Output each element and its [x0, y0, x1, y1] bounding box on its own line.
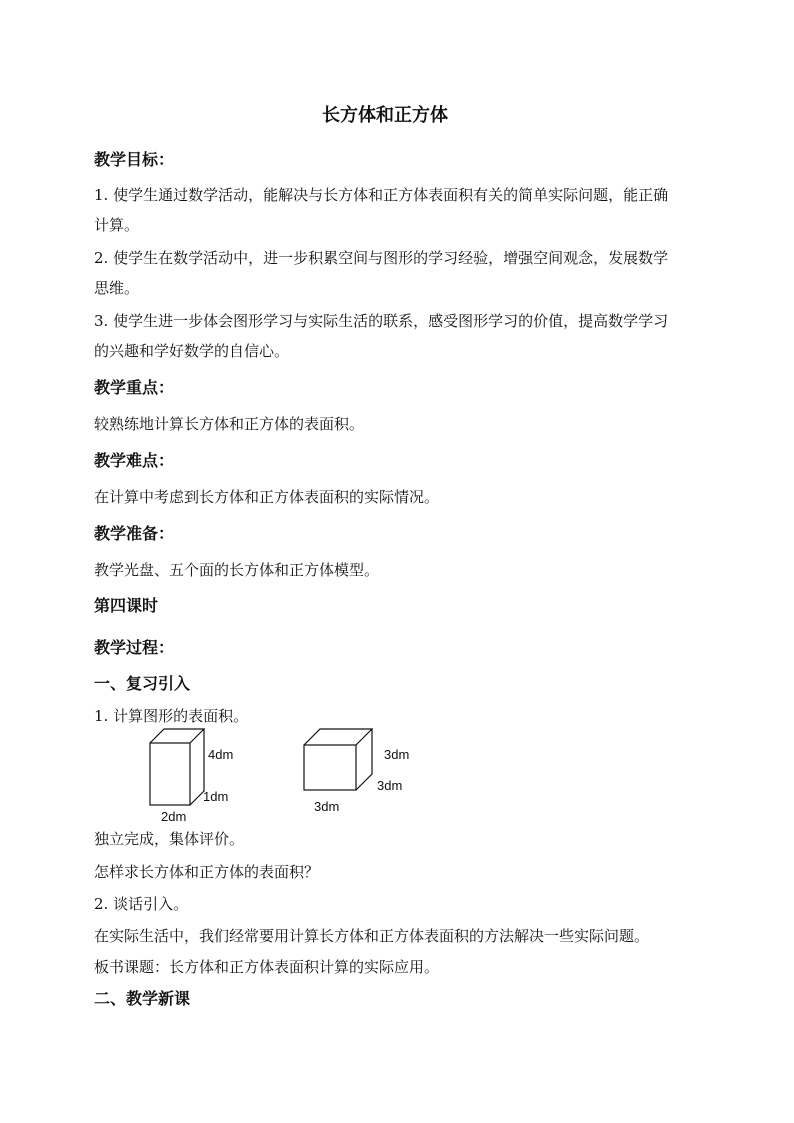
- page-title: 长方体和正方体: [322, 105, 448, 126]
- cube-height-label: 3dm: [384, 747, 410, 762]
- cuboid-width-label: 1dm: [203, 789, 229, 804]
- goal-2-line-1: 2. 使学生在数学活动中，进一步积累空间与图形的学习经验，增强空间观念，发展数学: [94, 249, 669, 267]
- key-point-text: 较熟练地计算长方体和正方体的表面积。: [94, 415, 365, 433]
- section-1-heading: 一、复习引入: [94, 674, 191, 693]
- goal-1-line-2: 计算。: [94, 216, 140, 234]
- goal-2-line-2: 思维。: [94, 279, 140, 297]
- cube-width-label: 3dm: [377, 778, 403, 793]
- process-heading: 教学过程：: [94, 638, 175, 657]
- cube-length-label: 3dm: [314, 799, 340, 814]
- difficulty-text: 在计算中考虑到长方体和正方体表面积的实际情况。: [94, 488, 440, 506]
- goals-heading: 教学目标：: [94, 150, 175, 169]
- intro-paragraph: 在实际生活中，我们经常要用计算长方体和正方体表面积的方法解决一些实际问题。: [94, 927, 650, 945]
- cube-figure: [300, 725, 380, 795]
- goal-3-line-2: 的兴趣和学好数学的自信心。: [94, 342, 290, 360]
- step-1-text: 1. 计算图形的表面积。: [94, 707, 249, 725]
- section-2-heading: 二、教学新课: [94, 989, 191, 1008]
- goal-1-line-1: 1. 使学生通过数学活动，能解决与长方体和正方体表面积有关的简单实际问题，能正确: [94, 186, 669, 204]
- cuboid-length-label: 2dm: [161, 809, 187, 824]
- goal-3-line-1: 3. 使学生进一步体会图形学习与实际生活的联系，感受图形学习的价值，提高数学学习: [94, 312, 669, 330]
- lesson-label: 第四课时: [94, 596, 159, 615]
- after-figure-text-2: 怎样求长方体和正方体的表面积？: [94, 863, 320, 881]
- board-title-text: 板书课题：长方体和正方体表面积计算的实际应用。: [94, 958, 440, 976]
- preparation-heading: 教学准备：: [94, 524, 175, 543]
- difficulty-heading: 教学难点：: [94, 451, 175, 470]
- key-point-heading: 教学重点：: [94, 378, 175, 397]
- after-figure-text-1: 独立完成，集体评价。: [94, 830, 245, 848]
- cuboid-height-label: 4dm: [208, 747, 234, 762]
- preparation-text: 教学光盘、五个面的长方体和正方体模型。: [94, 561, 380, 579]
- step-2-text: 2. 谈话引入。: [94, 895, 189, 913]
